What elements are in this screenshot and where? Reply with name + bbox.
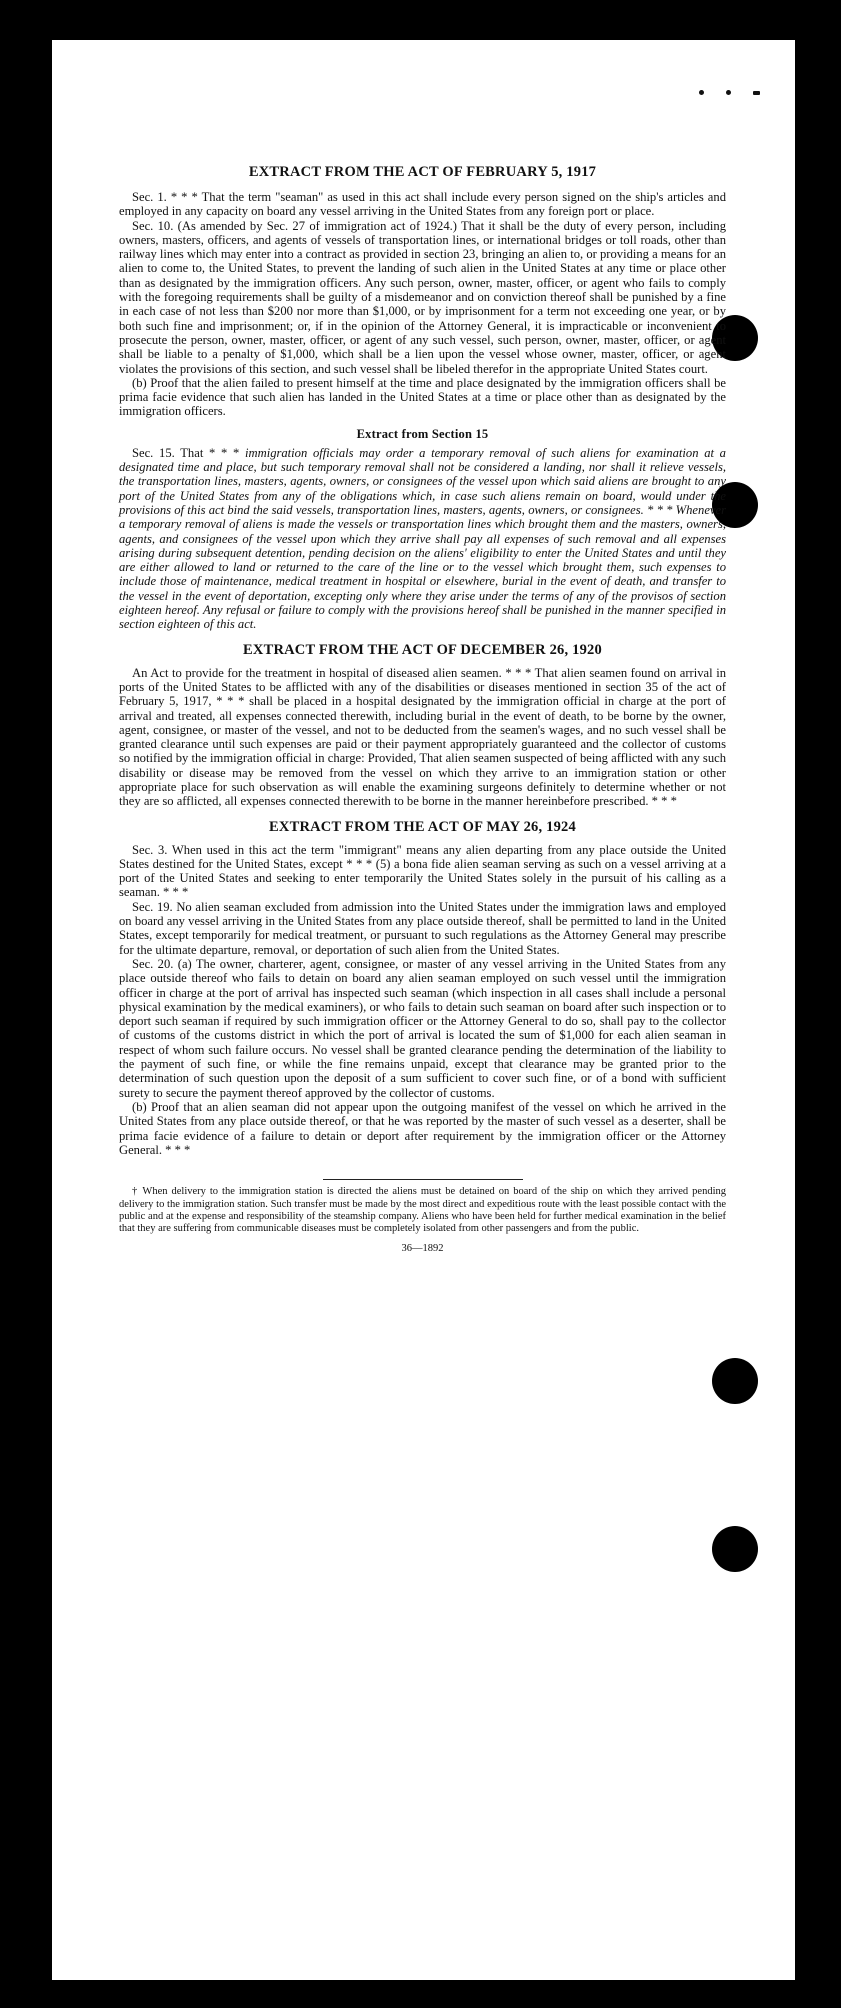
section-10-paragraph: Sec. 10. (As amended by Sec. 27 of immigration act of 1924.) That it shall be the duty of every person, including owners, masters, officers, and agents of vessels of transportation lines, or international bridges or toll roads, other than railway lines which may enter into a contract as provided in section 23, bringing an alien to, or providing a means for an alien to come to, the United States, to prevent the landing of such alien in the United States at any time or place other than as designated by the immigration officers. Any such person, owner, master, officer, or agent who fails to comply with the foregoing requirements shall be guilty of a misdemeanor and on conviction thereof shall be punished by a fine in each case of not less than $200 nor more than $1,000, or by imprisonment for a term not exceeding one year, or by both such fine and imprisonment; or, if in the opinion of the Attorney General, it is impracticable or inconvenient to prosecute the person, owner, master, officer, or agent of any such vessel, such person, owner, master, officer, or agent shall be liable to a penalty of $1,000, which shall be a lien upon the vessel whose owner, master, officer, or agent violates the provisions of this section, and such vessel shall be libeled therefor in the appropriate United States court. (119, 218, 726, 376)
section-10b-paragraph: (b) Proof that the alien failed to present himself at the time and place designated by the immigration officers shall be prima facie evidence that such alien has landed in the United States at a time or place other than as designated by the immigration officers. (119, 375, 726, 419)
section-15-lead: Sec. 15. That * * * (132, 445, 245, 460)
mark-dot (699, 90, 704, 95)
act-1920-paragraph: An Act to provide for the treatment in hospital of diseased alien seamen. * * * That alien seamen found on arrival in ports of the United States to be afflicted with any of the disabilities or diseases mentioned in section 35 of the act of February 5, 1917, * * * shall be placed in a hospital designated by the immigration official in charge at the port of arrival and treated, all expenses connected therewith, including burial in the event of death, to be borne by the owner, agent, consignee, or master of the vessel, and not to be deducted from the seamen's wages, and no such vessel shall be granted clearance until such expenses are paid or their payment appropriately guaranteed and the collector of customs so notified by the immigration official in charge: Provided, That alien seamen suspected of being afflicted with any such disability or disease may be removed from the vessel on which they arrive to an immigration station or other appropriate place for such observation as will enable the examining surgeons definitely to determine whether or not they are so afflicted, all expenses connected therewith to be borne in the manner hereinbefore prescribed. * * * (119, 665, 726, 809)
document-page (52, 40, 795, 1980)
heading-act-1920: EXTRACT FROM THE ACT OF DECEMBER 26, 1920 (243, 641, 602, 658)
page-number: 36—1892 (401, 1242, 444, 1254)
section-15-paragraph (119, 446, 726, 632)
section-15-text: immigration officials may order a temporary removal of such aliens for examination at a designated time and place, but such temporary removal shall not be considered a landing, nor shall it relieve vessels, the transportation lines, masters, agents, owners, or consignees of the vessel upon which said aliens are brought to any port of the United States from any of the obligations which, in case such aliens remain on board, would under the provisions of this act bind the said vessels, transportation lines, masters, agents, owners, or consignees. * * * Whenever a temporary removal of aliens is made the vessels or transportation lines which brought them and the masters, owners, agents, and consignees of the vessel upon which they arrive shall pay all expenses of such removal and all expenses arising during subsequent detention, pending decision on the aliens' eligibility to enter the United States and until they are either allowed to land or returned to the care of the line or to the vessel which brought them, such expenses to include those of maintenance, medical treatment in hospital or elsewhere, burial in the event of death, and transfer to the vessel in the event of deportation, excepting only where they arise under the terms of any of the provisos of section eighteen hereof. Any refusal or failure to comply with the provisions hereof shall be punished in the manner specified in section eighteen of this act. (119, 445, 726, 632)
punch-hole (712, 1358, 758, 1404)
section-3-paragraph: Sec. 3. When used in this act the term "immigrant" means any alien departing from any place outside the United States destined for the United States, except * * * (5) a bona fide alien seaman serving as such on a vessel arriving at a port of the United States and seeking to enter temporarily the United States solely in the pursuit of his calling as a seaman. * * * (119, 842, 726, 900)
heading-act-1917: EXTRACT FROM THE ACT OF FEBRUARY 5, 1917 (248, 164, 597, 180)
section-20b-paragraph: (b) Proof that an alien seaman did not appear upon the outgoing manifest of the vessel on which he arrived in the United States from any place outside thereof, or that he was reported by the master of such vessel as a deserter, shall be prima facie evidence of a failure to detain or deport after requirement by the immigration officer or the Attorney General. * * * (119, 1099, 726, 1157)
footnote: † When delivery to the immigration station is directed the aliens must be detained on board of the ship on which they arrived pending delivery to the immigration station. Such transfer must be made by the most direct and expeditious route with the least possible contact with the public and at the expense and responsibility of the steamship company. Aliens who have been held for further medical examination in the belief that they are suffering from communicable diseases must be completely isolated from other passengers and from the public. (119, 1186, 726, 1235)
mark-dot (726, 90, 731, 95)
mark-square (753, 91, 760, 95)
heading-act-1924: EXTRACT FROM THE ACT OF MAY 26, 1924 (269, 818, 576, 835)
header-marks (699, 90, 760, 95)
document-body (119, 163, 726, 1256)
section-1-paragraph: Sec. 1. * * * That the term "seaman" as used in this act shall include every person signed on the ship's articles and employed in any capacity on board any vessel arriving in the United States from any foreign port or place. (119, 190, 726, 219)
section-20a-paragraph: Sec. 20. (a) The owner, charterer, agent, consignee, or master of any vessel arriving in the United States from any place outside thereof who fails to detain on board any alien seaman employed on such vessel until the immigration officer in charge at the port of arrival has inspected such seaman (which inspection in all cases shall include a personal physical examination by the medical examiners), or who fails to detain such seaman on board after such inspection or to deport such seaman if required by such immigration officer or the Attorney General to do so, shall pay to the collector of customs of the customs district in which the port of arrival is located the sum of $1,000 for each alien seaman in respect of whom such failure occurs. No vessel shall be granted clearance pending the determination of the liability to the payment of such fine, or while the fine remains unpaid, except that clearance may be granted prior to the determination of such question upon the deposit of a sum sufficient to cover such fine, or of a bond with sufficient surety to secure the payment thereof approved by the collector of customs. (119, 956, 726, 1100)
punch-hole (712, 1526, 758, 1572)
heading-section-15: Extract from Section 15 (356, 426, 489, 441)
section-19-paragraph: Sec. 19. No alien seaman excluded from admission into the United States under the immigration laws and employed on board any vessel arriving in the United States from any place outside thereof, shall be permitted to land in the United States, except temporarily for medical treatment, or pursuant to such regulations as the Attorney General may prescribe for the ultimate departure, removal, or deportation of such alien from the United States. (119, 899, 726, 957)
